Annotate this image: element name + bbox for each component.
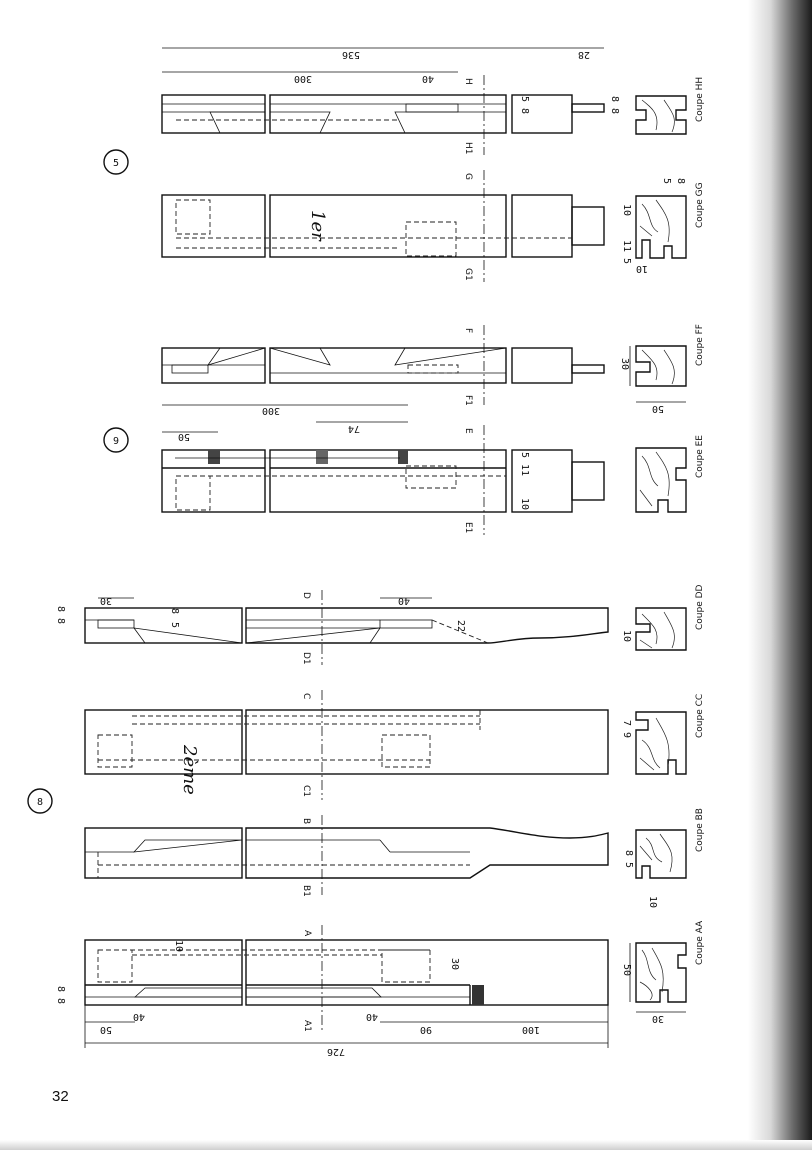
cut-label-f: F [463,328,473,334]
dim-dd-10: 10 [621,630,632,643]
figure-9-marker [104,428,128,452]
dim-aa-sec-50: 50 [621,964,632,977]
dim-ff-50: 50 [651,403,664,414]
view-bb [85,815,608,897]
figure-9-number: 9 [112,436,120,447]
dim-ee-5-11: 5 11 [519,452,530,477]
dim-dd-88: 8 8 [55,606,66,625]
section-ee [636,435,705,512]
view-gg [162,170,604,282]
dim-dd-40: 40 [397,595,410,606]
section-hh [636,77,705,134]
section-cc-label: Coupe CC [695,693,705,738]
cut-label-e1: E1 [463,522,473,534]
dim-hh-88: 8 8 [609,96,620,115]
dim-aa-40a: 40 [132,1011,145,1022]
aa-dark-block [472,985,484,1005]
figure-5-number: 5 [112,158,120,169]
figure-8-number: 8 [36,797,44,808]
dim-gg-10: 10 [621,204,632,217]
dim-gg-8: 8 [675,178,686,185]
dim-ee-300: 300 [261,405,280,416]
section-ff [619,324,705,414]
dim-cc-79: 7 9 [621,720,632,739]
dim-aa-sec-30: 30 [651,1013,664,1024]
view-cc [85,690,608,800]
figure-8-marker [28,789,52,813]
dim-aa-left: 50 [99,1024,112,1035]
view-ff [162,325,604,406]
cut-label-c1: C1 [301,785,311,798]
dim-dd-22: 22 [455,620,466,633]
page-number: 32 [52,1088,69,1105]
section-dd [621,584,705,650]
dim-aa-overall: 726 [326,1046,345,1057]
dim-hh-536: 536 [341,49,360,60]
cut-label-h: H [463,78,473,85]
dim-aa-10: 10 [173,940,184,953]
ee-dark-block-a [208,450,220,464]
section-ee-label: Coupe EE [695,435,705,478]
dim-aa-right: 100 [521,1024,540,1035]
view-aa [55,925,608,1057]
section-dd-label: Coupe DD [695,584,705,630]
view-dd [55,590,608,665]
dim-ee-74: 74 [347,423,360,434]
view-ee [162,405,604,535]
dim-gg-5: 5 [661,178,672,185]
cut-label-h1: H1 [463,142,473,155]
dim-dd-5: 5 [169,622,180,629]
dim-aa-88: 8 8 [55,986,66,1005]
cut-label-a: A [302,930,312,937]
dim-bb-10: 10 [647,896,658,909]
dim-dd-30: 30 [99,595,112,606]
section-cc [621,694,705,774]
cut-label-b1: B1 [301,885,311,897]
dim-dd-8: 8 [169,608,180,615]
section-gg-label: Coupe GG [695,182,705,228]
cut-label-d1: D1 [301,652,311,665]
dim-ff-30: 30 [619,358,630,371]
ee-dark-block-c [316,450,328,464]
cut-label-g: G [463,173,473,180]
dim-ee-10: 10 [519,498,530,511]
dim-hh-40: 40 [421,73,434,84]
cut-label-a1: A1 [302,1020,312,1032]
section-aa-label: Coupe AA [695,920,705,965]
dim-hh-28: 28 [577,49,590,60]
figure-5-marker [104,150,128,174]
cut-label-b: B [301,818,311,825]
section-gg [621,178,705,274]
dim-gg-115: 11 5 [621,240,632,265]
dim-bb-85: 8 5 [623,850,634,869]
section-bb-label: Coupe BB [695,808,705,852]
dim-aa-30: 30 [449,958,460,971]
section-aa [621,920,705,1024]
section-bb [623,808,705,908]
cut-label-d: D [301,592,311,599]
cut-label-e: E [463,428,473,434]
cut-label-f1: F1 [463,395,473,406]
dim-gg-10b: 10 [635,263,648,274]
dim-hh-58: 5 8 [519,96,530,115]
handwritten-second: 2ème [179,745,200,795]
cut-label-c: C [301,693,311,700]
ee-dark-block-b [398,450,408,464]
view-hh [162,48,620,155]
dim-aa-mid: 90 [419,1024,432,1035]
dim-aa-40b: 40 [365,1011,378,1022]
section-ff-label: Coupe FF [695,324,705,366]
cut-label-g1: G1 [463,268,473,281]
handwritten-first: 1er [307,210,328,241]
dim-hh-300: 300 [293,73,312,84]
section-hh-label: Coupe HH [695,76,705,122]
dim-ee-50: 50 [177,431,190,442]
